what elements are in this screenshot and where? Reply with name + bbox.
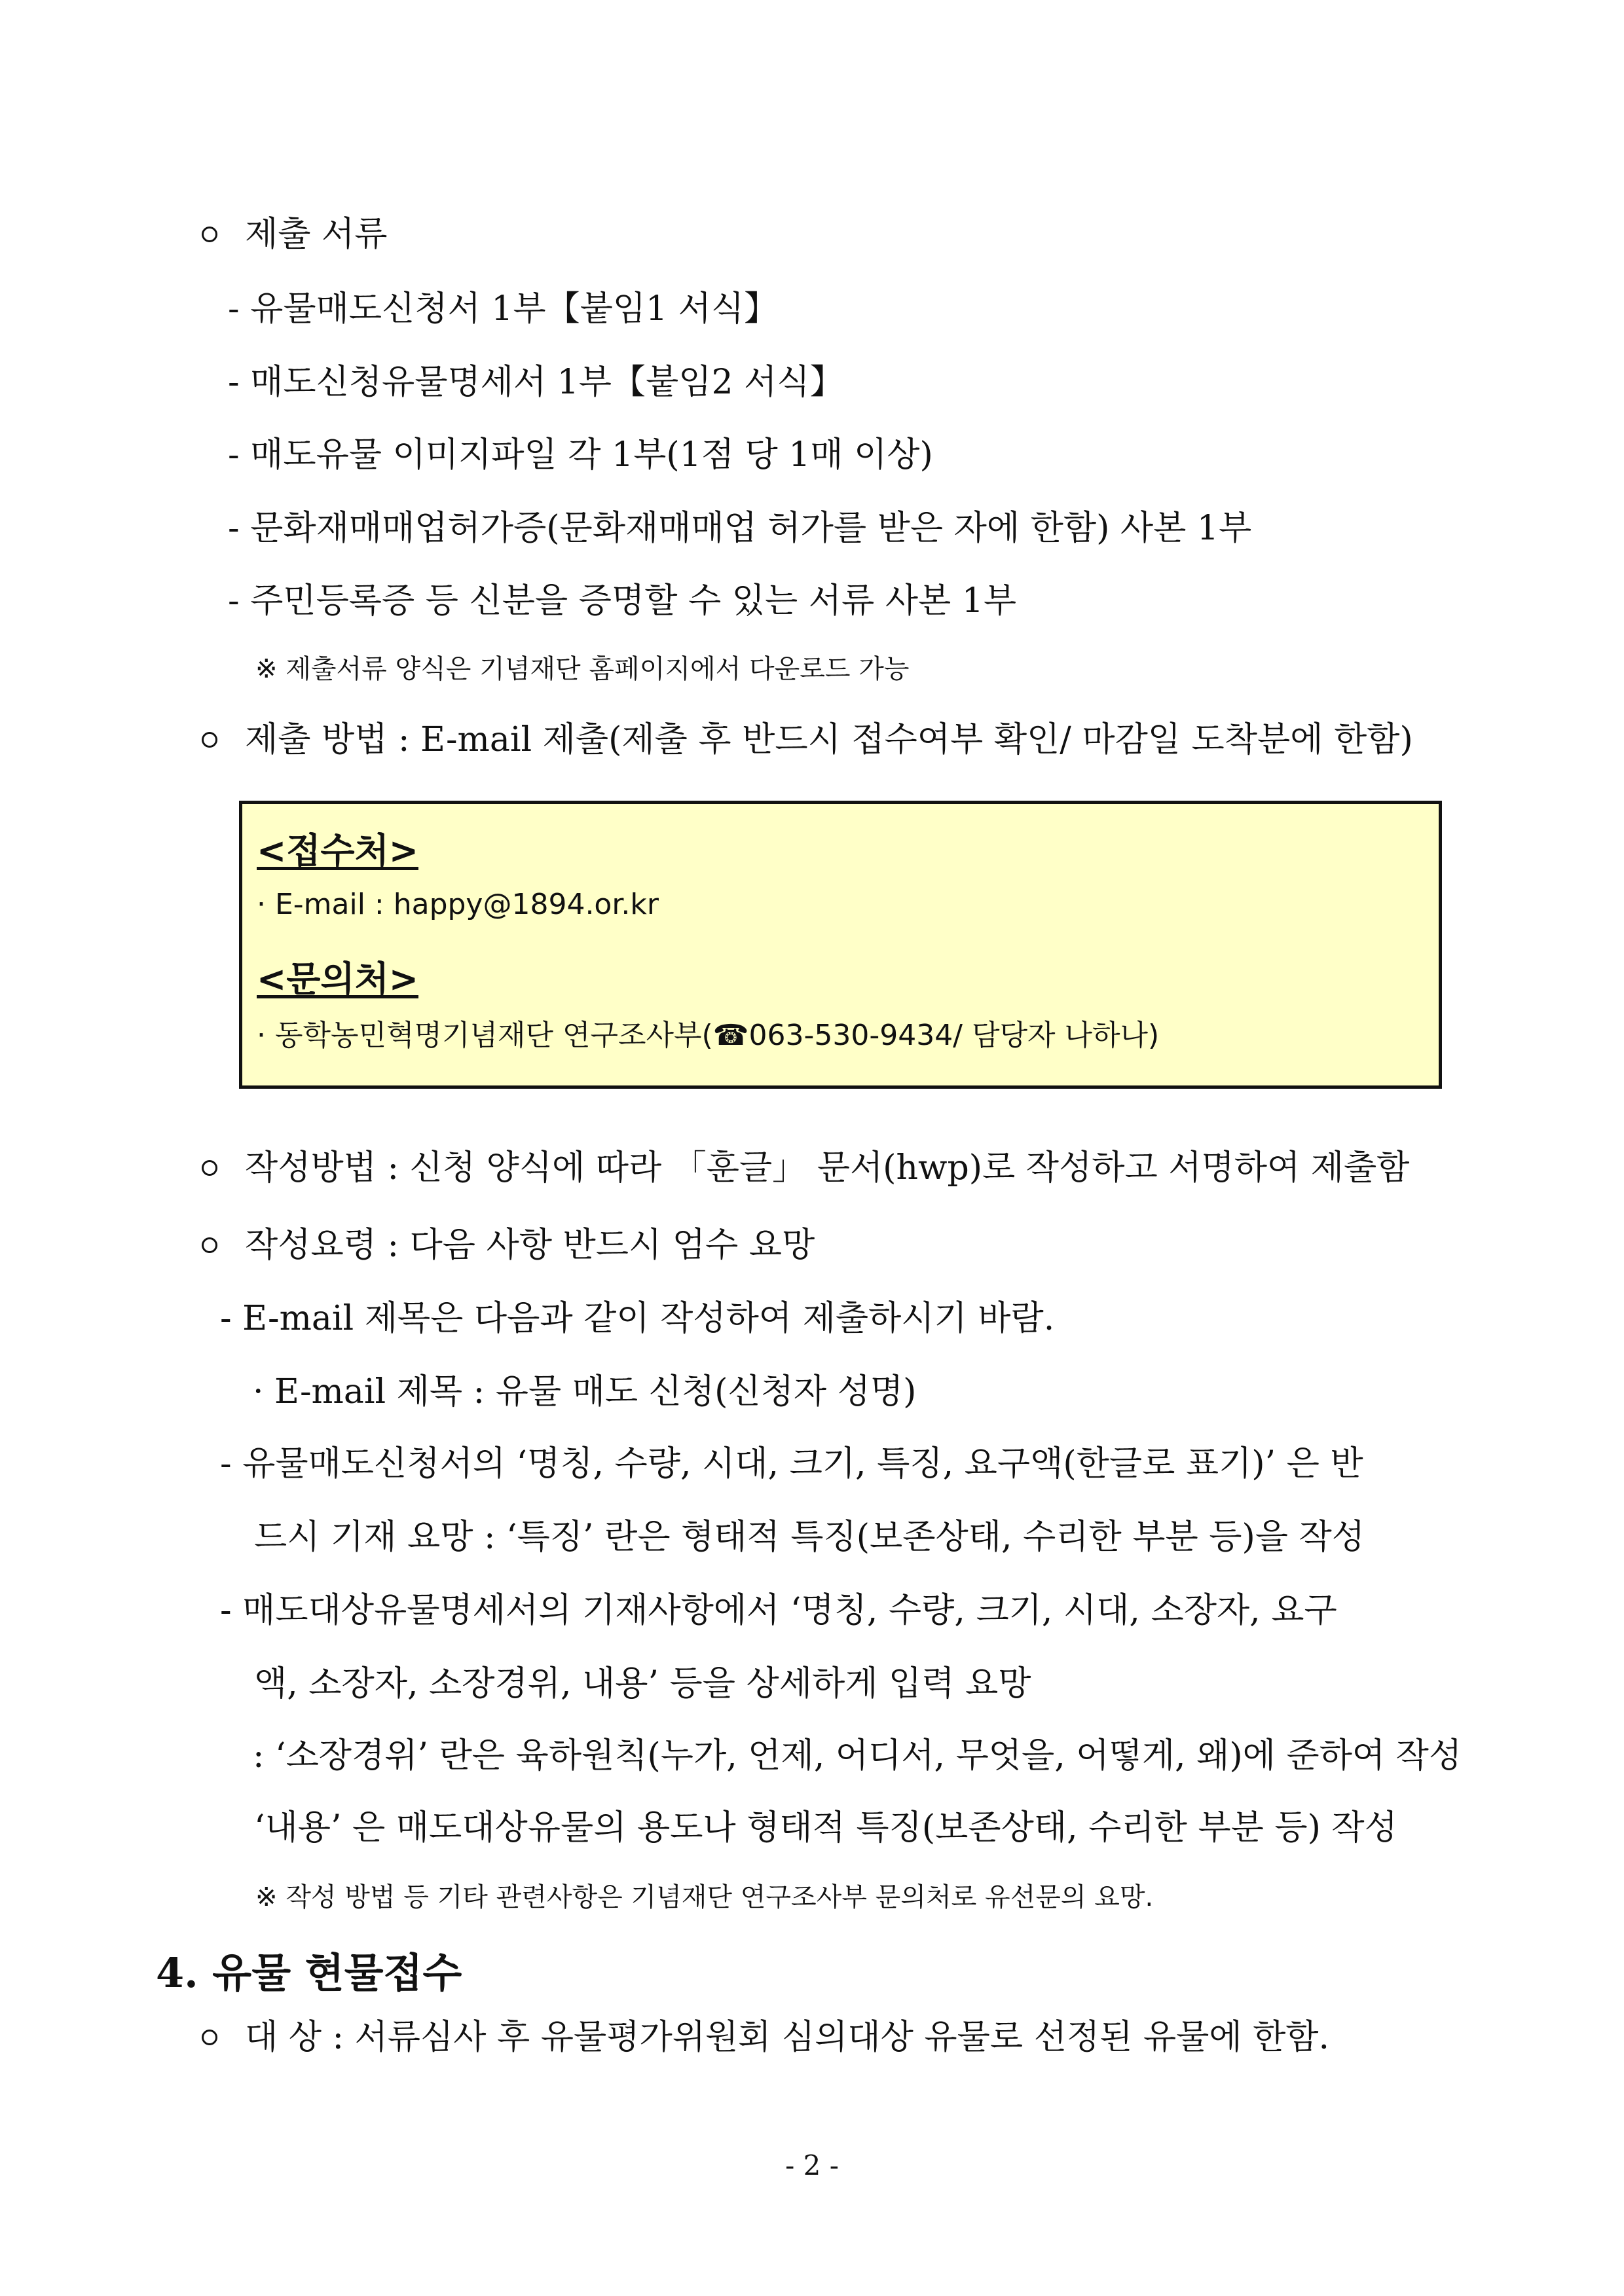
submit-doc-item: - 매도신청유물명세서 1부【붙임2 서식】 <box>228 363 844 402</box>
write-guide-line: ‘내용’ 은 매도대상유물의 용도나 형태적 특징(보존상태, 수리한 부분 등) 작성 <box>254 1808 1397 1848</box>
write-guide-line: 액, 소장자, 소장경위, 내용’ 등을 상세하게 입력 요망 <box>254 1664 1031 1704</box>
write-guide-line: 드시 기재 요망 : ‘특징’ 란은 형태적 특징(보존상태, 수리한 부분 등)을 작성 <box>254 1518 1365 1557</box>
submit-doc-item: - 매도유물 이미지파일 각 1부(1점 당 1매 이상) <box>228 435 933 475</box>
inquiry-title: <문의처> <box>257 958 418 1000</box>
circle-bullet-icon <box>202 2030 217 2045</box>
page-number: - 2 - <box>785 2149 839 2181</box>
circle-bullet-icon <box>202 227 217 242</box>
circle-bullet-icon <box>202 1237 217 1253</box>
write-guide-line: - 유물매도신청서의 ‘명칭, 수량, 시대, 크기, 특징, 요구액(한글로 표기)’ 은 반 <box>220 1444 1363 1484</box>
write-guide-line: : ‘소장경위’ 란은 육하원칙(누가, 언제, 어디서, 무엇을, 어떻게, 왜)에 준하여 작성 <box>253 1736 1462 1776</box>
circle-bullet-icon <box>202 1160 217 1176</box>
reception-email: · E-mail : happy@1894.or.kr <box>257 888 659 921</box>
submit-doc-item: - 유물매도신청서 1부【붙임1 서식】 <box>228 289 779 329</box>
submit-method: 제출 방법 : E-mail 제출(제출 후 반드시 접수여부 확인/ 마감일 도착분에 한함) <box>202 719 1413 761</box>
write-method: 작성방법 : 신청 양식에 따라 「훈글」 문서(hwp)로 작성하고 서명하여 제출함 <box>202 1147 1409 1189</box>
submit-doc-item: - 문화재매매업허가증(문화재매매업 허가를 받은 자에 한함) 사본 1부 <box>228 509 1252 548</box>
section-4-target: 대 상 : 서류심사 후 유물평가위원회 심의대상 유물로 선정된 유물에 한함. <box>202 2016 1329 2058</box>
submit-docs-title: 제출 서류 <box>202 213 387 255</box>
submit-doc-item: - 주민등록증 등 신분을 증명할 수 있는 서류 사본 1부 <box>228 581 1017 621</box>
inquiry-line: · 동학농민혁명기념재단 연구조사부(☎063-530-9434/ 담당자 나하나) <box>257 1019 1160 1052</box>
reception-title: <접수처> <box>257 830 418 871</box>
circle-bullet-icon <box>202 732 217 748</box>
submit-docs-note: ※ 제출서류 양식은 기념재단 홈페이지에서 다운로드 가능 <box>255 654 910 684</box>
write-guide-line: - E-mail 제목은 다음과 같이 작성하여 제출하시기 바람. <box>220 1299 1055 1338</box>
contact-box <box>239 801 1442 1089</box>
section-4-heading: 4. 유물 현물접수 <box>156 1949 462 1997</box>
write-guide-note: ※ 작성 방법 등 기타 관련사항은 기념재단 연구조사부 문의처로 유선문의 요망. <box>255 1882 1154 1912</box>
write-guide-line: - 매도대상유물명세서의 기재사항에서 ‘명칭, 수량, 크기, 시대, 소장자, 요구 <box>220 1591 1337 1630</box>
write-guide-title: 작성요령 : 다음 사항 반드시 엄수 요망 <box>202 1224 815 1266</box>
write-guide-line: · E-mail 제목 : 유물 매도 신청(신청자 성명) <box>253 1372 917 1412</box>
